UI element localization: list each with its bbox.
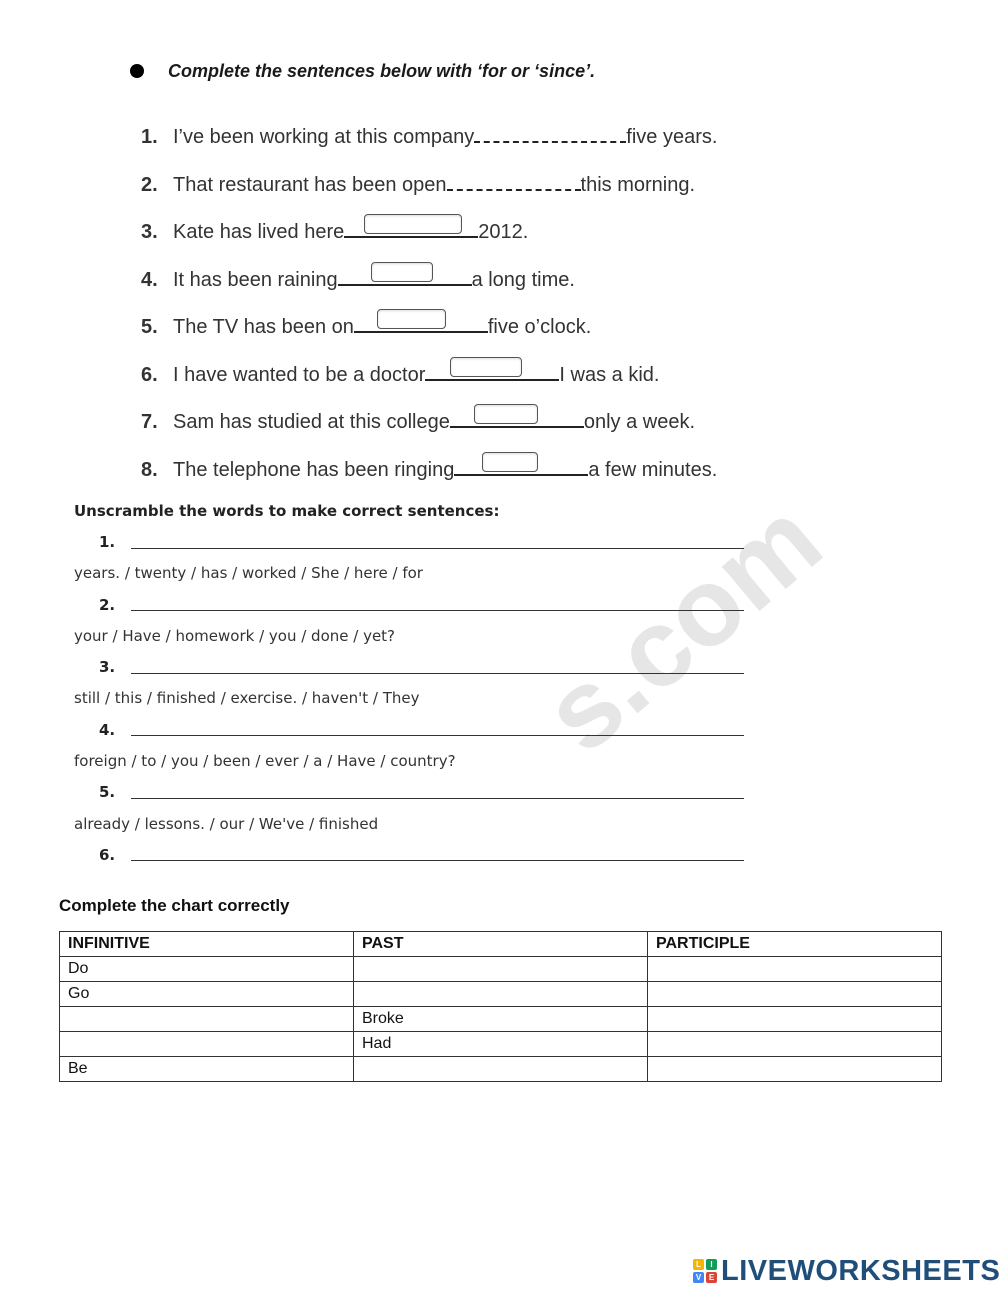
unscramble-number-6: 6.: [99, 846, 116, 864]
unscramble-number-3: 3.: [99, 658, 116, 676]
answer-blank-3: [344, 218, 478, 238]
table-row: [60, 1007, 942, 1032]
instruction-chart: Complete the chart correctly: [59, 896, 290, 915]
bullet-icon: [130, 64, 144, 78]
scrambled-words-5: already / lessons. / our / We've / finished: [74, 815, 379, 833]
answer-input-3[interactable]: [364, 214, 462, 234]
chart-header-row: [60, 932, 942, 957]
sentence-4: 4. It has been raining a long time.: [141, 266, 575, 292]
answer-blank-1[interactable]: [474, 123, 626, 143]
cell-infinitive[interactable]: [60, 1032, 354, 1057]
verb-chart: [59, 931, 942, 1082]
unscramble-number-2: 2.: [99, 596, 116, 614]
answer-blank-2[interactable]: [447, 171, 581, 191]
logo-grid-icon: L I V E: [693, 1259, 717, 1283]
table-row: [60, 957, 942, 982]
scrambled-words-3: still / this / finished / exercise. / haven't / They: [74, 689, 420, 707]
answer-blank-4: [338, 266, 472, 286]
header-past: PAST: [354, 932, 648, 957]
header-participle: PARTICIPLE: [648, 932, 942, 957]
unscramble-number-1: 1.: [99, 533, 116, 551]
cell-participle[interactable]: [648, 1032, 942, 1057]
cell-past[interactable]: [354, 1057, 648, 1082]
cell-infinitive: Go: [60, 982, 354, 1007]
watermark: s.com: [521, 477, 844, 776]
answer-blank-6: [425, 361, 559, 381]
table-row: [60, 1032, 942, 1057]
answer-input-6[interactable]: [450, 357, 522, 377]
scrambled-words-4: foreign / to / you / been / ever / a / Have / country?: [74, 752, 456, 770]
answer-blank-7: [450, 408, 584, 428]
scrambled-words-1: years. / twenty / has / worked / She / here / for: [74, 564, 423, 582]
answer-input-4[interactable]: [371, 262, 433, 282]
cell-participle[interactable]: [648, 982, 942, 1007]
cell-participle[interactable]: [648, 1007, 942, 1032]
table-row: [60, 1057, 942, 1082]
sentence-6: 6. I have wanted to be a doctor I was a kid.: [141, 361, 659, 387]
instruction-for-since: Complete the sentences below with ‘for or ‘since’.: [168, 61, 596, 81]
cell-participle[interactable]: [648, 1057, 942, 1082]
liveworksheets-logo: [693, 1256, 1000, 1286]
cell-past[interactable]: [354, 957, 648, 982]
answer-input-7[interactable]: [474, 404, 538, 424]
instruction-unscramble: Unscramble the words to make correct sentences:: [74, 502, 500, 520]
unscramble-answer-line-1[interactable]: [131, 548, 744, 549]
answer-input-8[interactable]: [482, 452, 538, 472]
unscramble-answer-line-4[interactable]: [131, 735, 744, 736]
unscramble-answer-line-3[interactable]: [131, 673, 744, 674]
table-row: [60, 982, 942, 1007]
cell-infinitive: Be: [60, 1057, 354, 1082]
sentence-8: 8. The telephone has been ringing a few minutes.: [141, 456, 717, 482]
unscramble-answer-line-2[interactable]: [131, 610, 744, 611]
cell-past[interactable]: [354, 982, 648, 1007]
sentence-7: 7. Sam has studied at this college only a week.: [141, 408, 695, 434]
sentence-5: 5. The TV has been on five o’clock.: [141, 313, 591, 339]
logo-text: LIVEWORKSHEETS: [721, 1254, 1000, 1287]
sentence-3: 3. Kate has lived here 2012.: [141, 218, 528, 244]
sentence-1: 1. I’ve been working at this company five years.: [141, 123, 717, 149]
sentence-2: 2. That restaurant has been open this morning.: [141, 171, 695, 197]
answer-input-5[interactable]: [377, 309, 446, 329]
header-infinitive: INFINITIVE: [60, 932, 354, 957]
cell-infinitive: Do: [60, 957, 354, 982]
unscramble-number-5: 5.: [99, 783, 116, 801]
cell-past: Had: [354, 1032, 648, 1057]
answer-blank-8: [454, 456, 588, 476]
unscramble-number-4: 4.: [99, 721, 116, 739]
unscramble-answer-line-6[interactable]: [131, 860, 744, 861]
answer-blank-5: [354, 313, 488, 333]
scrambled-words-2: your / Have / homework / you / done / yet?: [74, 627, 396, 645]
cell-participle[interactable]: [648, 957, 942, 982]
unscramble-answer-line-5[interactable]: [131, 798, 744, 799]
cell-infinitive[interactable]: [60, 1007, 354, 1032]
cell-past: Broke: [354, 1007, 648, 1032]
